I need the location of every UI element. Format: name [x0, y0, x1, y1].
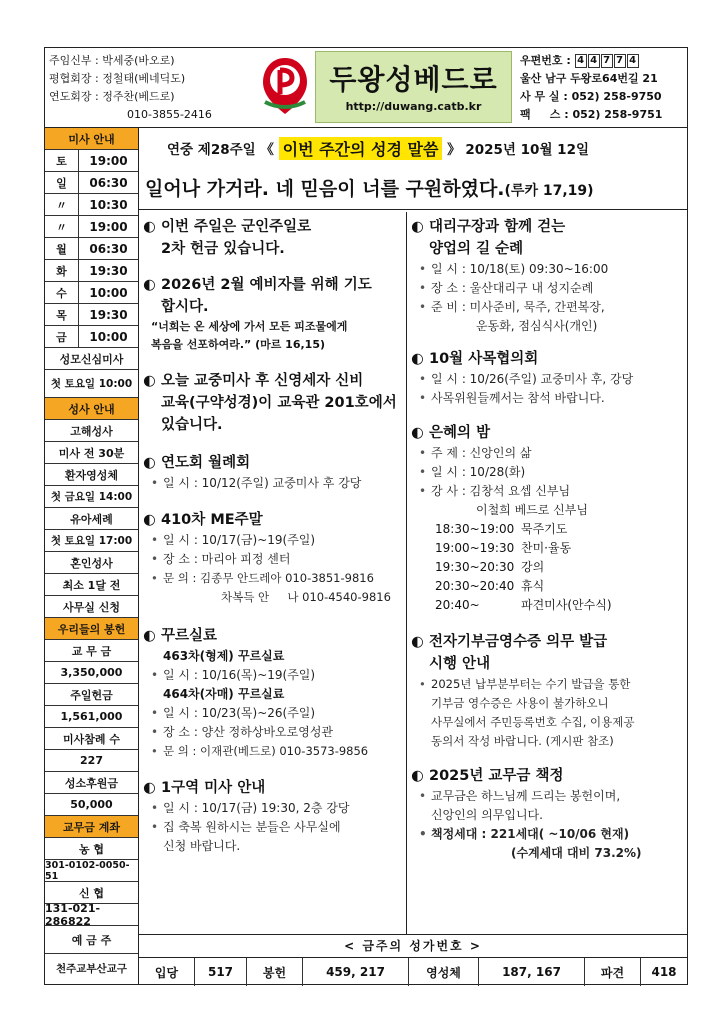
- scripture-verse: [139, 168, 687, 210]
- sacrament-item: 환자영성체: [45, 464, 138, 486]
- detail-line: • 일 시 : 10/12(주일) 교중미사 후 강당: [143, 474, 402, 493]
- detail-line: 동의서 작성 바랍니다. (게시판 참조): [431, 734, 614, 748]
- staff-info: [49, 52, 255, 124]
- scripture-highlight: 이번 주간의 성경 말씀: [279, 137, 443, 160]
- mass-row: [45, 172, 138, 194]
- mass-row: [45, 216, 138, 238]
- notice-tithe-assessment: [411, 765, 685, 863]
- chair-line: 평협회장 : 정철태(베네딕도): [49, 72, 186, 85]
- title-text: 2차 헌금 있습니다.: [161, 241, 285, 257]
- mass-day: 화: [45, 260, 79, 281]
- mass-row: [45, 304, 138, 326]
- schedule-row: [411, 558, 685, 577]
- sacrament-item: 첫 금요일 14:00: [45, 486, 138, 508]
- half-circle-icon: ◐: [143, 628, 156, 644]
- dismissal-number: 418: [651, 965, 677, 979]
- account-title: 교무금 계좌: [45, 816, 138, 838]
- schedule-item: 묵주기도: [521, 522, 568, 536]
- detail-line: • 교무금은 하느님께 드리는 봉헌이며,: [411, 787, 685, 806]
- detail-line: (수계세대 대비 73.2%): [511, 846, 642, 860]
- half-circle-icon: ◐: [411, 634, 424, 650]
- notice-title: [411, 422, 685, 444]
- detail-line: 신청 바랍니다.: [163, 839, 241, 853]
- schedule-row: [411, 520, 685, 539]
- bulletin-header: [45, 48, 687, 128]
- half-circle-icon: ◐: [143, 277, 156, 293]
- detail-line: 사무실에서 주민등록번호 수집, 이용제공: [431, 715, 635, 729]
- pastor-line: 주임신부 : 박세중(바오로): [49, 54, 175, 67]
- sacrament-item: 유아세례: [45, 508, 138, 530]
- title-text: 1구역 미사 안내: [161, 780, 266, 796]
- detail-line: • 문 의 : 이재관(베드로) 010-3573-9856: [143, 742, 402, 761]
- mass-day: 일: [45, 172, 79, 193]
- half-circle-icon: ◐: [411, 768, 424, 784]
- quote-line: 복음을 선포하여라.” (마르 16,15): [151, 338, 326, 351]
- zip-line: [520, 52, 688, 70]
- parish-url[interactable]: http://duwang.catb.kr: [345, 100, 482, 113]
- schedule-time: 19:30~20:30: [435, 560, 515, 574]
- detail-line: • 일 시 : 10/18(토) 09:30~16:00: [411, 260, 685, 279]
- detail-line: • 장 소 : 울산대리구 내 성지순례: [411, 279, 685, 298]
- sub-heading: 463차(형제) 꾸르실료: [163, 649, 285, 663]
- notice-catechumen-prayer: [143, 274, 402, 354]
- zip-digit: 7: [614, 54, 626, 68]
- half-circle-icon: ◐: [143, 455, 156, 471]
- detail-line: • 일 시 : 10/23(목)~26(주일): [143, 704, 402, 723]
- contact-info: [520, 52, 688, 124]
- notice-title-cont: [143, 238, 402, 260]
- mass-time: 10:00: [89, 285, 128, 300]
- notice-union-meeting: [143, 452, 402, 493]
- account-item: 농 협: [45, 838, 138, 860]
- schedule-row: [411, 596, 685, 615]
- half-circle-icon: ◐: [143, 373, 156, 389]
- mass-row: [45, 326, 138, 348]
- mass-day: 수: [45, 282, 79, 303]
- union-phone: 010-3855-2416: [127, 108, 212, 121]
- half-circle-icon: ◐: [411, 351, 424, 367]
- notice-title: [143, 625, 402, 647]
- notice-title: [411, 631, 685, 653]
- detail-line: • 책정세대 : 221세대( ~10/06 현재): [411, 825, 685, 844]
- notice-title-cont: [411, 238, 685, 260]
- schedule-time: 18:30~19:00: [435, 522, 515, 536]
- notice-title-cont: [143, 296, 402, 318]
- union-line: 연도회장 : 정주찬(베드로): [49, 90, 175, 103]
- detail-line: • 일 시 : 10/16(목)~19(주일): [143, 666, 402, 685]
- mass-row: [45, 238, 138, 260]
- sacrament-title: 성사 안내: [45, 398, 138, 420]
- offering-title: 우리들의 봉헌: [45, 618, 138, 640]
- entrance-label: 입당: [139, 958, 195, 986]
- mass-day: 〃: [45, 194, 79, 215]
- notice-title: [143, 370, 402, 392]
- zip-digit: 4: [627, 54, 639, 68]
- title-text: 2026년 2월 예비자를 위해 기도: [161, 277, 372, 293]
- sidebar: [45, 128, 139, 984]
- schedule-item: 강의: [521, 560, 545, 574]
- notice-title: [411, 216, 685, 238]
- holy-hour-time: 첫 토요일 10:00: [45, 370, 138, 398]
- half-circle-icon: ◐: [143, 780, 156, 796]
- title-text: 있습니다.: [161, 417, 223, 433]
- schedule-item: 휴식: [521, 579, 545, 593]
- dismissal-label: 파견: [585, 958, 641, 986]
- parish-name: 두왕성베드로: [329, 63, 498, 96]
- mass-time: 10:00: [89, 329, 128, 344]
- mass-time: 19:30: [89, 307, 128, 322]
- offertory-number: 459, 217: [303, 958, 409, 986]
- title-text: 교육(구약성경)이 교육관 201호에서: [161, 395, 397, 411]
- mass-time: 06:30: [89, 175, 128, 190]
- hymn-title: < 금주의 성가번호 >: [139, 934, 687, 958]
- account-item: 131-021-286822: [45, 904, 138, 926]
- detail-line: • 강 사 : 김창석 요셉 신부님: [411, 482, 685, 501]
- notice-title: [143, 777, 402, 799]
- mass-time: 19:30: [89, 263, 128, 278]
- detail-line: 이철희 베드로 신부님: [476, 503, 588, 517]
- title-text: 대리구장과 함께 걷는: [429, 219, 566, 235]
- verse-reference: (루카 17,19): [504, 183, 594, 199]
- mass-time: 06:30: [89, 241, 128, 256]
- sacrament-item: 혼인성사: [45, 552, 138, 574]
- detail-line: • 2025년 납부분부터는 수기 발급을 통한: [411, 675, 685, 694]
- sub-heading: 464차(자매) 꾸르실료: [163, 687, 285, 701]
- detail-line: • 일 시 : 10/28(화): [411, 463, 685, 482]
- detail-line: • 일 시 : 10/17(금)~19(주일): [143, 531, 402, 550]
- left-column: [139, 212, 407, 934]
- parish-logo-icon: [259, 54, 311, 118]
- schedule-item: 찬미·율동: [521, 541, 572, 555]
- account-item: 천주교부산교구: [55, 962, 127, 975]
- half-circle-icon: ◐: [411, 425, 424, 441]
- notice-pilgrimage: [411, 216, 685, 336]
- title-text: 합시다.: [161, 299, 209, 315]
- parish-title-box: [315, 51, 512, 123]
- notice-title-cont: [143, 414, 402, 436]
- sacrament-item: 고해성사: [45, 420, 138, 442]
- communion-number: 187, 167: [479, 958, 585, 986]
- notice-donation-receipt: [411, 631, 685, 751]
- notice-title: [143, 452, 402, 474]
- mass-row: [45, 282, 138, 304]
- sunday-heading: [139, 128, 687, 168]
- address: 울산 남구 두왕로64번길 21: [520, 72, 658, 85]
- right-column: [407, 212, 689, 934]
- title-text: 오늘 교중미사 후 신영세자 신비: [161, 373, 364, 389]
- offertory-label: 봉헌: [247, 958, 303, 986]
- notice-title: [411, 765, 685, 787]
- sacrament-item: 최소 1달 전: [45, 574, 138, 596]
- notice-district-mass: [143, 777, 402, 856]
- mass-day: 토: [45, 150, 79, 171]
- mass-day: 목: [45, 304, 79, 325]
- bulletin-date: 2025년 10월 12일: [465, 142, 590, 158]
- sacrament-item: 첫 토요일 17:00: [45, 530, 138, 552]
- title-text: 시행 안내: [429, 656, 491, 672]
- detail-line: • 장 소 : 마리아 피정 센터: [143, 550, 402, 569]
- schedule-time: 19:00~19:30: [435, 541, 515, 555]
- mass-day: 월: [45, 238, 79, 259]
- fax-number: 팩 스 : 052) 258-9751: [520, 108, 663, 121]
- detail-line: • 장 소 : 양산 정하상바오로영성관: [143, 723, 402, 742]
- account-item: 301-0102-0050-51: [45, 860, 138, 882]
- offering-item: 1,561,000: [45, 706, 138, 728]
- notice-title: [411, 348, 685, 370]
- schedule-row: [411, 539, 685, 558]
- notice-me-weekend: [143, 509, 402, 607]
- title-text: 은혜의 밤: [429, 425, 491, 441]
- offering-item: 주일헌금: [45, 684, 138, 706]
- offering-item: 성소후원금: [45, 772, 138, 794]
- notice-title: [143, 274, 402, 296]
- mass-title: 미사 안내: [45, 128, 138, 150]
- title-text: 이번 주일은 군인주일로: [161, 219, 312, 235]
- notice-grace-night: [411, 422, 685, 615]
- zip-code: [575, 54, 639, 68]
- zip-digit: 4: [575, 54, 587, 68]
- zip-digit: 7: [601, 54, 613, 68]
- notice-cursillo: [143, 625, 402, 761]
- zip-digit: 4: [588, 54, 600, 68]
- offering-item: 미사참례 수: [45, 728, 138, 750]
- offering-item: 3,350,000: [45, 662, 138, 684]
- title-text: 꾸르실료: [161, 628, 218, 644]
- notice-title: [143, 509, 402, 531]
- bulletin-page: [44, 47, 688, 985]
- account-item: 예 금 주: [45, 926, 138, 954]
- sacrament-item: 미사 전 30분: [45, 442, 138, 464]
- notice-title-cont: [411, 653, 685, 675]
- notice-title-cont: [143, 392, 402, 414]
- entrance-number: 517: [195, 958, 247, 986]
- detail-line: 차복득 안 나 010-4540-9816: [221, 590, 391, 604]
- offering-item: 교 무 금: [45, 640, 138, 662]
- mass-day: 금: [45, 326, 79, 347]
- sunday-name: 연중 제28주일: [167, 142, 256, 158]
- detail-line: • 주 제 : 신앙인의 삶: [411, 444, 685, 463]
- mass-time: 10:30: [89, 197, 128, 212]
- detail-line: • 사목위원들께서는 참석 바랍니다.: [411, 389, 685, 408]
- notice-mystagogy: [143, 370, 402, 436]
- half-circle-icon: ◐: [143, 219, 156, 235]
- schedule-row: [411, 577, 685, 596]
- account-item: 신 협: [45, 882, 138, 904]
- hymn-numbers: [139, 958, 687, 986]
- mass-time: 19:00: [89, 219, 128, 234]
- verse-text: 일어나 가거라. 네 믿음이 너를 구원하였다.: [145, 178, 505, 200]
- half-circle-icon: ◐: [411, 219, 424, 235]
- zip-label: 우편번호 :: [520, 54, 571, 67]
- schedule-time: 20:30~20:40: [435, 579, 515, 593]
- mass-row: [45, 194, 138, 216]
- mass-day: 〃: [45, 216, 79, 237]
- mass-row: [45, 150, 138, 172]
- notice-pastoral-council: [411, 348, 685, 408]
- half-circle-icon: ◐: [143, 512, 156, 528]
- schedule-item: 파견미사(안수식): [521, 598, 612, 612]
- detail-line: • 집 축복 원하시는 분들은 사무실에: [143, 818, 402, 837]
- mass-time: 19:00: [89, 153, 128, 168]
- detail-line: • 일 시 : 10/17(금) 19:30, 2층 강당: [143, 799, 402, 818]
- detail-line: 운동화, 점심식사(개인): [476, 319, 598, 333]
- detail-line: • 준 비 : 미사준비, 묵주, 간편복장,: [411, 298, 685, 317]
- offering-item: 227: [45, 750, 138, 772]
- offering-item: 50,000: [45, 794, 138, 816]
- open-bracket: 《: [260, 142, 274, 158]
- notice-military-sunday: [143, 216, 402, 260]
- holy-hour-label: 성모신심미사: [45, 348, 138, 370]
- main-content: [139, 128, 687, 984]
- office-phone: 사 무 실 : 052) 258-9750: [520, 90, 662, 103]
- detail-line: 신앙인의 의무입니다.: [431, 808, 543, 822]
- title-text: 410차 ME주말: [161, 512, 263, 528]
- title-text: 연도회 월례회: [161, 455, 251, 471]
- detail-line: • 일 시 : 10/26(주일) 교중미사 후, 강당: [411, 370, 685, 389]
- notice-title: [143, 216, 402, 238]
- communion-label: 영성체: [409, 958, 479, 986]
- title-text: 양업의 길 순례: [429, 241, 524, 257]
- detail-line: • 문 의 : 김종무 안드레아 010-3851-9816: [143, 569, 402, 588]
- close-bracket: 》: [447, 142, 461, 158]
- detail-line: 기부금 영수증은 사용이 불가하오니: [431, 696, 609, 710]
- schedule-time: 20:40~: [435, 598, 480, 612]
- mass-row: [45, 260, 138, 282]
- sacrament-item: 사무실 신청: [45, 596, 138, 618]
- title-text: 10월 사목협의회: [429, 351, 539, 367]
- quote-line: “너희는 온 세상에 가서 모든 피조물에게: [151, 320, 348, 333]
- title-text: 전자기부금영수증 의무 발급: [429, 634, 608, 650]
- title-text: 2025년 교무금 책정: [429, 768, 564, 784]
